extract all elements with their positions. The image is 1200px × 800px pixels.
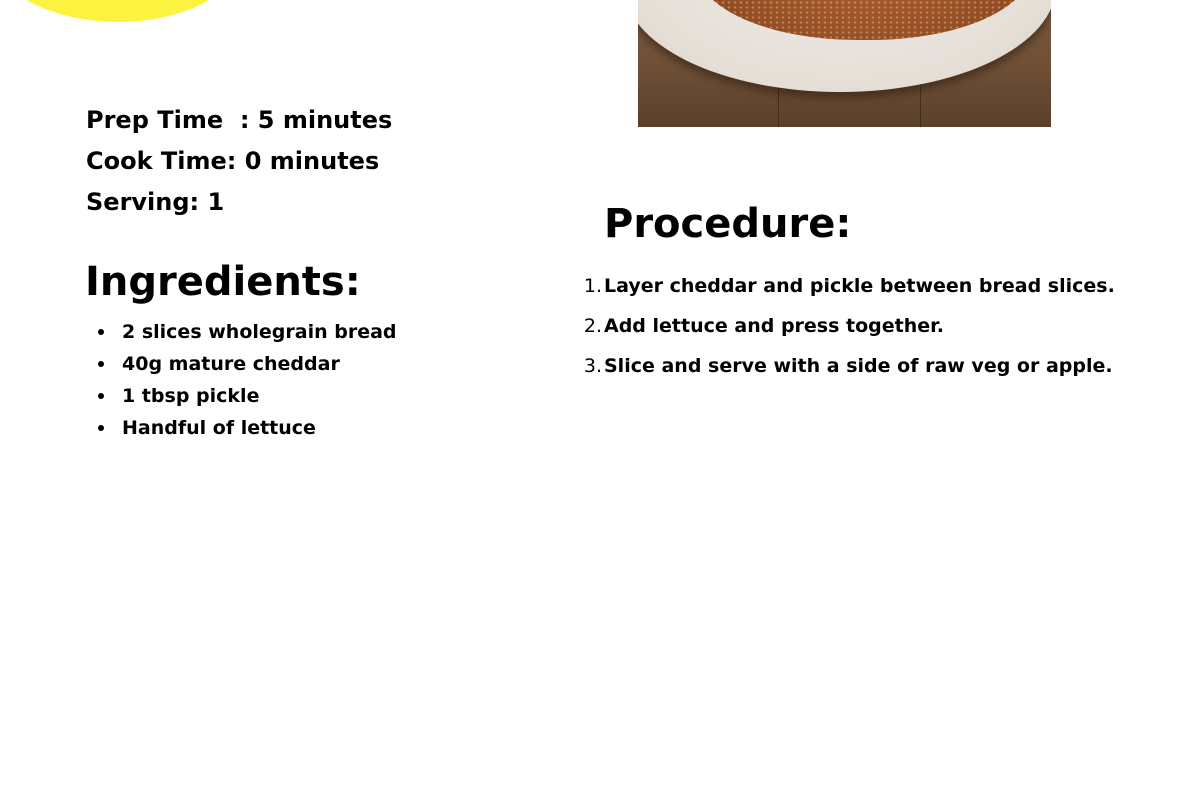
bullet-icon	[98, 361, 104, 367]
procedure-heading: Procedure:	[604, 201, 852, 247]
ingredient-text: Handful of lettuce	[122, 417, 316, 439]
ingredient-item	[122, 380, 397, 412]
cook-time: Cook Time: 0 minutes	[86, 147, 380, 175]
ingredient-item	[122, 316, 397, 348]
ingredients-heading: Ingredients:	[85, 259, 361, 305]
ingredient-text: 40g mature cheddar	[122, 353, 340, 375]
ingredient-item	[122, 412, 397, 444]
step-text: Add lettuce and press together.	[604, 315, 945, 337]
procedure-step	[583, 306, 1115, 346]
ingredient-text: 1 tbsp pickle	[122, 385, 260, 407]
bullet-icon	[98, 425, 104, 431]
ingredient-text: 2 slices wholegrain bread	[122, 321, 397, 343]
ingredients-list	[122, 316, 397, 444]
sandwich-photo	[638, 0, 1051, 127]
step-number: 1.	[583, 275, 602, 297]
prep-time: Prep Time : 5 minutes	[86, 106, 393, 134]
procedure-step	[583, 266, 1115, 306]
bullet-icon	[98, 329, 104, 335]
step-number: 3.	[583, 355, 602, 377]
decorative-yellow-circle	[0, 0, 244, 22]
recipe-meta	[86, 100, 392, 223]
step-number: 2.	[583, 315, 602, 337]
serving: Serving: 1	[86, 188, 225, 216]
step-text: Layer cheddar and pickle between bread slices.	[604, 275, 1115, 297]
procedure-step	[583, 346, 1115, 386]
bullet-icon	[98, 393, 104, 399]
ingredient-item	[122, 348, 397, 380]
procedure-list	[583, 266, 1115, 386]
step-text: Slice and serve with a side of raw veg or apple.	[604, 355, 1113, 377]
